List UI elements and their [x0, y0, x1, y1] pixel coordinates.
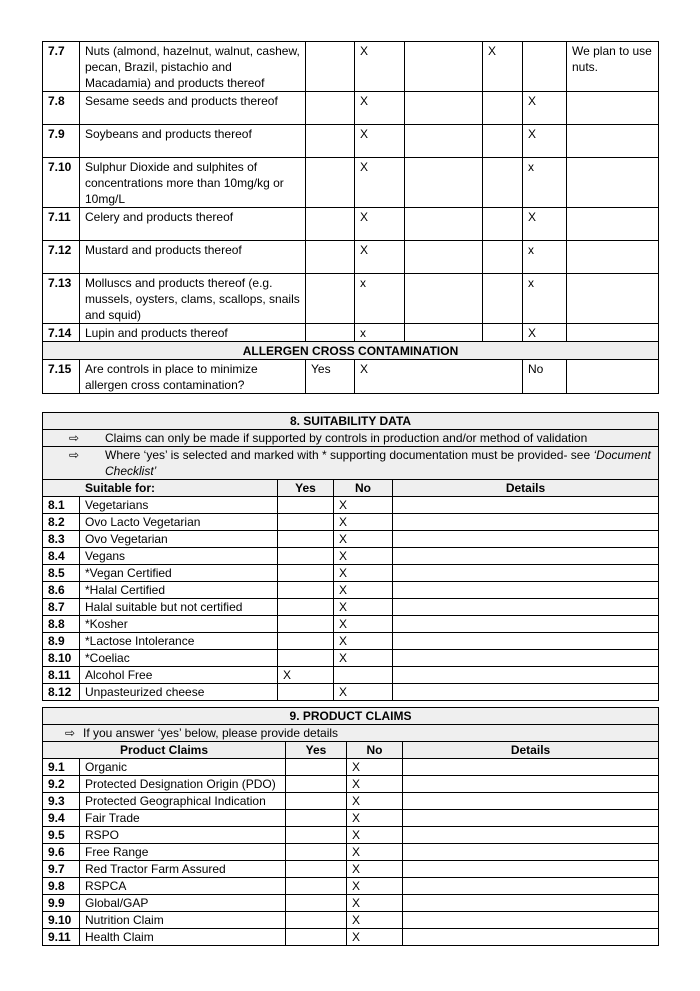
row-label: Alcohol Free — [80, 667, 278, 684]
yes-cell — [278, 548, 334, 565]
no-cell: X — [334, 548, 393, 565]
suitability-note-1-text: Claims can only be made if supported by controls in production and/or method of validation — [105, 431, 588, 445]
suitability-header-no: No — [334, 480, 393, 497]
row-label: Vegans — [80, 548, 278, 565]
allergen-c3-cell — [405, 324, 483, 342]
yes-cell — [278, 531, 334, 548]
table-row — [43, 878, 659, 895]
allergen-c4-cell — [483, 241, 523, 274]
details-cell — [403, 793, 659, 810]
no-cell: X — [347, 793, 403, 810]
arrow-icon: ⇨ — [69, 431, 80, 445]
row-number: 7.10 — [43, 158, 80, 208]
allergen-c3-cell — [405, 92, 483, 125]
no-cell: X — [334, 514, 393, 531]
yes-cell — [278, 565, 334, 582]
allergen-c4-cell: X — [483, 42, 523, 92]
suitability-title: 8. SUITABILITY DATA — [43, 413, 659, 430]
no-cell: X — [347, 878, 403, 895]
no-cell: X — [347, 912, 403, 929]
row-number: 8.8 — [43, 616, 80, 633]
allergen-name: Sulphur Dioxide and sulphites of concentrations more than 10mg/kg or 10mg/L — [80, 158, 306, 208]
cross-contamination-heading: ALLERGEN CROSS CONTAMINATION — [43, 342, 659, 360]
yes-cell: X — [278, 667, 334, 684]
row-label: Protected Designation Origin (PDO) — [80, 776, 286, 793]
details-cell — [393, 633, 659, 650]
yes-cell — [278, 616, 334, 633]
row-number: 9.11 — [43, 929, 80, 946]
no-cell: X — [334, 684, 393, 701]
allergen-c4-cell — [483, 274, 523, 324]
table-row — [43, 531, 659, 548]
allergen-c5-cell: x — [523, 158, 567, 208]
table-row — [43, 861, 659, 878]
row-number: 9.1 — [43, 759, 80, 776]
details-cell — [403, 895, 659, 912]
details-cell — [393, 684, 659, 701]
allergen-c2-cell: x — [355, 324, 405, 342]
row-number: 8.10 — [43, 650, 80, 667]
allergen-name: Soybeans and products thereof — [80, 125, 306, 158]
suitability-note-2-text: Where ‘yes’ is selected and marked with * supporting documentation must be provided- see — [105, 448, 594, 462]
table-row — [43, 912, 659, 929]
yes-cell — [286, 759, 347, 776]
no-cell — [334, 667, 393, 684]
allergen-name: Sesame seeds and products thereof — [80, 92, 306, 125]
table-row — [43, 793, 659, 810]
allergen-name: Mustard and products thereof — [80, 241, 306, 274]
allergen-c3-cell — [405, 208, 483, 241]
suitability-header-details: Details — [393, 480, 659, 497]
table-row — [43, 650, 659, 667]
cross-contamination-yes-label: Yes — [306, 360, 355, 394]
no-cell: X — [347, 844, 403, 861]
allergen-c2-cell: X — [355, 158, 405, 208]
table-row — [43, 667, 659, 684]
table-row — [43, 776, 659, 793]
allergen-c6-cell — [567, 324, 659, 342]
no-cell: X — [334, 633, 393, 650]
allergen-table — [42, 41, 659, 394]
row-label: Global/GAP — [80, 895, 286, 912]
row-number: 7.13 — [43, 274, 80, 324]
details-cell — [393, 548, 659, 565]
details-cell — [393, 531, 659, 548]
allergen-name: Molluscs and products thereof (e.g. mussels, oysters, clams, scallops, snails and squid) — [80, 274, 306, 324]
table-row — [43, 827, 659, 844]
row-label: RSPCA — [80, 878, 286, 895]
details-cell — [393, 514, 659, 531]
allergen-c5-cell: x — [523, 274, 567, 324]
details-cell — [403, 861, 659, 878]
claims-header-yes: Yes — [286, 742, 347, 759]
claims-header-item: Product Claims — [43, 742, 286, 759]
table-row — [43, 759, 659, 776]
table-row — [43, 324, 659, 342]
no-cell: X — [347, 776, 403, 793]
details-cell — [403, 878, 659, 895]
row-label: Halal suitable but not certified — [80, 599, 278, 616]
details-cell — [393, 497, 659, 514]
allergen-c4-cell — [483, 158, 523, 208]
details-cell — [393, 667, 659, 684]
no-cell: X — [334, 582, 393, 599]
table-row — [43, 92, 659, 125]
allergen-table-body — [43, 42, 659, 394]
allergen-c3-cell — [405, 274, 483, 324]
allergen-c1-cell — [306, 125, 355, 158]
allergen-c3-cell — [405, 241, 483, 274]
allergen-name: Lupin and products thereof — [80, 324, 306, 342]
allergen-c1-cell — [306, 42, 355, 92]
allergen-c4-cell — [483, 324, 523, 342]
yes-cell — [286, 810, 347, 827]
allergen-c2-cell: x — [355, 274, 405, 324]
row-label: Organic — [80, 759, 286, 776]
allergen-c4-cell — [483, 208, 523, 241]
row-number: 9.10 — [43, 912, 80, 929]
allergen-c2-cell: X — [355, 92, 405, 125]
row-number: 7.7 — [43, 42, 80, 92]
allergen-c1-cell — [306, 92, 355, 125]
row-label: *Halal Certified — [80, 582, 278, 599]
yes-cell — [286, 827, 347, 844]
allergen-c5-cell: X — [523, 324, 567, 342]
row-number: 9.4 — [43, 810, 80, 827]
allergen-c5-cell — [523, 42, 567, 92]
claims-header-no: No — [347, 742, 403, 759]
suitability-table-body — [43, 497, 659, 701]
yes-cell — [278, 582, 334, 599]
suitability-header-yes: Yes — [278, 480, 334, 497]
table-row — [43, 158, 659, 208]
no-cell: X — [334, 565, 393, 582]
allergen-c1-cell — [306, 208, 355, 241]
allergen-name: Celery and products thereof — [80, 208, 306, 241]
table-row — [43, 360, 659, 394]
row-number: 9.7 — [43, 861, 80, 878]
allergen-c2-cell: X — [355, 241, 405, 274]
allergen-c4-cell — [483, 92, 523, 125]
allergen-c1-cell — [306, 274, 355, 324]
cross-contamination-yes-mark: X — [355, 360, 523, 394]
yes-cell — [286, 878, 347, 895]
allergen-c3-cell — [405, 125, 483, 158]
row-label: Health Claim — [80, 929, 286, 946]
details-cell — [403, 929, 659, 946]
row-label: Fair Trade — [80, 810, 286, 827]
row-number: 9.2 — [43, 776, 80, 793]
suitability-note-2 — [43, 447, 659, 480]
details-cell — [403, 912, 659, 929]
allergen-c2-cell: X — [355, 208, 405, 241]
details-cell — [393, 650, 659, 667]
claims-table — [42, 707, 659, 946]
yes-cell — [278, 633, 334, 650]
row-number: 9.9 — [43, 895, 80, 912]
claims-title: 9. PRODUCT CLAIMS — [43, 708, 659, 725]
allergen-c6-cell — [567, 241, 659, 274]
row-number: 8.9 — [43, 633, 80, 650]
allergen-c1-cell — [306, 158, 355, 208]
details-cell — [393, 616, 659, 633]
table-row — [43, 844, 659, 861]
no-cell: X — [347, 895, 403, 912]
allergen-c1-cell — [306, 241, 355, 274]
table-row — [43, 582, 659, 599]
table-row — [43, 599, 659, 616]
row-number: 8.2 — [43, 514, 80, 531]
allergen-c6-cell: We plan to use nuts. — [567, 42, 659, 92]
table-row — [43, 929, 659, 946]
allergen-c6-cell — [567, 208, 659, 241]
yes-cell — [286, 793, 347, 810]
allergen-c4-cell — [483, 125, 523, 158]
row-label: RSPO — [80, 827, 286, 844]
allergen-c2-cell: X — [355, 125, 405, 158]
row-number: 7.8 — [43, 92, 80, 125]
table-row — [43, 514, 659, 531]
no-cell: X — [347, 861, 403, 878]
claims-note-text: If you answer ‘yes’ below, please provide details — [83, 726, 339, 740]
row-label: *Kosher — [80, 616, 278, 633]
allergen-c3-cell — [405, 42, 483, 92]
cross-contamination-question: Are controls in place to minimize allergen cross contamination? — [80, 360, 306, 394]
yes-cell — [278, 497, 334, 514]
yes-cell — [286, 912, 347, 929]
no-cell: X — [334, 650, 393, 667]
details-cell — [403, 776, 659, 793]
allergen-c1-cell — [306, 324, 355, 342]
row-number: 7.12 — [43, 241, 80, 274]
allergen-c6-cell — [567, 158, 659, 208]
yes-cell — [278, 650, 334, 667]
row-number: 8.7 — [43, 599, 80, 616]
table-row — [43, 810, 659, 827]
allergen-c5-cell: X — [523, 125, 567, 158]
row-label: Free Range — [80, 844, 286, 861]
row-number: 9.5 — [43, 827, 80, 844]
suitability-note-2-italic: ‘Document Checklist’ — [105, 448, 651, 478]
section-heading-row — [43, 342, 659, 360]
table-row — [43, 241, 659, 274]
details-cell — [403, 827, 659, 844]
row-label: Unpasteurized cheese — [80, 684, 278, 701]
no-cell: X — [334, 599, 393, 616]
row-number: 7.9 — [43, 125, 80, 158]
row-label: *Lactose Intolerance — [80, 633, 278, 650]
no-cell: X — [347, 827, 403, 844]
details-cell — [403, 844, 659, 861]
allergen-c6-cell — [567, 125, 659, 158]
no-cell: X — [334, 497, 393, 514]
row-number: 9.3 — [43, 793, 80, 810]
table-row — [43, 548, 659, 565]
row-label: Ovo Lacto Vegetarian — [80, 514, 278, 531]
cross-contamination-no-label: No — [523, 360, 567, 394]
claims-note — [43, 725, 659, 742]
yes-cell — [278, 599, 334, 616]
allergen-c2-cell: X — [355, 42, 405, 92]
allergen-c6-cell — [567, 274, 659, 324]
allergen-c3-cell — [405, 158, 483, 208]
row-label: Ovo Vegetarian — [80, 531, 278, 548]
row-number: 8.6 — [43, 582, 80, 599]
details-cell — [393, 582, 659, 599]
row-number: 8.1 — [43, 497, 80, 514]
allergen-c5-cell: X — [523, 92, 567, 125]
row-label: Red Tractor Farm Assured — [80, 861, 286, 878]
row-number: 7.15 — [43, 360, 80, 394]
table-row — [43, 497, 659, 514]
row-number: 8.11 — [43, 667, 80, 684]
yes-cell — [278, 684, 334, 701]
row-number: 7.11 — [43, 208, 80, 241]
row-number: 8.4 — [43, 548, 80, 565]
suitability-header-item: Suitable for: — [43, 480, 278, 497]
row-number: 8.12 — [43, 684, 80, 701]
allergen-c5-cell: x — [523, 241, 567, 274]
suitability-note-1 — [43, 430, 659, 447]
row-number: 9.6 — [43, 844, 80, 861]
table-row — [43, 125, 659, 158]
table-row — [43, 633, 659, 650]
row-label: Vegetarians — [80, 497, 278, 514]
suitability-table — [42, 412, 659, 701]
claims-table-body — [43, 759, 659, 946]
table-row — [43, 42, 659, 92]
no-cell: X — [347, 810, 403, 827]
no-cell: X — [347, 929, 403, 946]
arrow-icon: ⇨ — [65, 726, 76, 740]
claims-header-details: Details — [403, 742, 659, 759]
table-row — [43, 616, 659, 633]
yes-cell — [286, 895, 347, 912]
yes-cell — [278, 514, 334, 531]
yes-cell — [286, 861, 347, 878]
row-label: *Vegan Certified — [80, 565, 278, 582]
table-row — [43, 684, 659, 701]
cross-contamination-no-mark — [567, 360, 659, 394]
table-row — [43, 565, 659, 582]
yes-cell — [286, 776, 347, 793]
row-label: *Coeliac — [80, 650, 278, 667]
details-cell — [403, 759, 659, 776]
allergen-c5-cell: X — [523, 208, 567, 241]
yes-cell — [286, 844, 347, 861]
row-number: 8.3 — [43, 531, 80, 548]
table-row — [43, 208, 659, 241]
allergen-name: Nuts (almond, hazelnut, walnut, cashew, pecan, Brazil, pistachio and Macadamia) and products thereof — [80, 42, 306, 92]
no-cell: X — [334, 531, 393, 548]
no-cell: X — [334, 616, 393, 633]
row-label: Nutrition Claim — [80, 912, 286, 929]
details-cell — [403, 810, 659, 827]
table-row — [43, 274, 659, 324]
allergen-c6-cell — [567, 92, 659, 125]
row-number: 7.14 — [43, 324, 80, 342]
row-label: Protected Geographical Indication — [80, 793, 286, 810]
yes-cell — [286, 929, 347, 946]
row-number: 9.8 — [43, 878, 80, 895]
details-cell — [393, 565, 659, 582]
row-number: 8.5 — [43, 565, 80, 582]
arrow-icon: ⇨ — [69, 448, 80, 462]
no-cell: X — [347, 759, 403, 776]
details-cell — [393, 599, 659, 616]
table-row — [43, 895, 659, 912]
